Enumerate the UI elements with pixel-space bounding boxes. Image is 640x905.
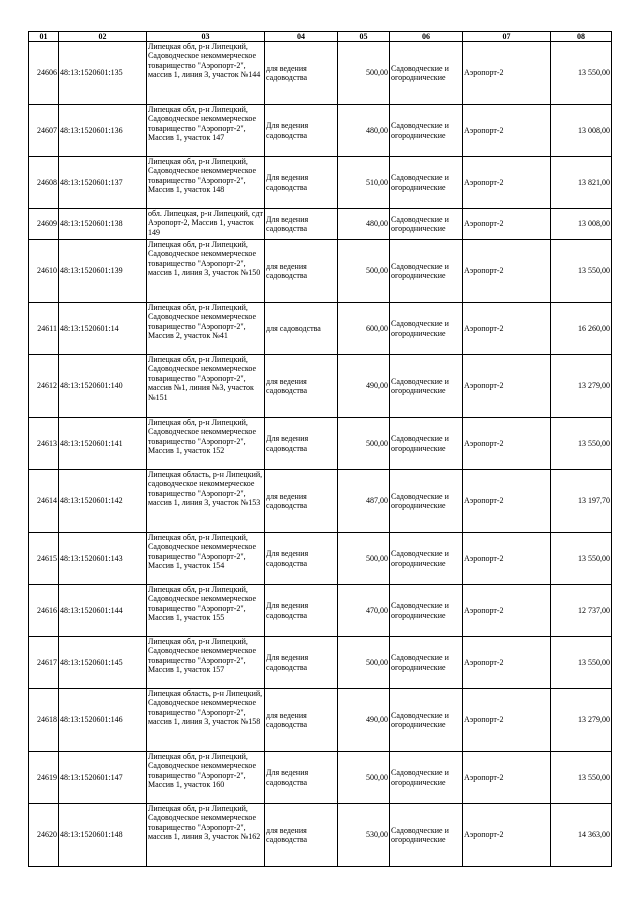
- address-cell: [147, 240, 265, 303]
- cadastral-value-cell: 14 363,00: [551, 804, 612, 867]
- zone-name-cell: Аэропорт-2: [463, 585, 551, 637]
- header-cell: 02: [59, 32, 147, 42]
- land-category-cell: Садоводческие и огороднические: [390, 804, 463, 867]
- cadastral-value-cell: 13 197,70: [551, 470, 612, 533]
- land-category-cell: Садоводческие и огороднические: [390, 240, 463, 303]
- cadastral-number-cell: 48:13:1520601:136: [59, 105, 147, 157]
- cadastral-number-cell: 48:13:1520601:146: [59, 689, 147, 752]
- header-row: [29, 32, 612, 42]
- zone-name-cell: Аэропорт-2: [463, 689, 551, 752]
- cadastral-value-cell: 13 279,00: [551, 689, 612, 752]
- cadastral-number-cell: 48:13:1520601:140: [59, 355, 147, 418]
- row-number-cell: 24620: [29, 804, 59, 867]
- area-cell: 490,00: [338, 355, 390, 418]
- land-category-cell: Садоводческие и огороднические: [390, 637, 463, 689]
- address-text: Липецкая обл, р-н Липецкий, Садоводческое некоммерческое товарищество "Аэропорт-2", Массив 1, участок 157: [148, 637, 257, 675]
- row-number-cell: 24610: [29, 240, 59, 303]
- address-text: Липецкая обл, р-н Липецкий, Садоводческое некоммерческое товарищество "Аэропорт-2", Массив 1, участок 155: [148, 585, 257, 623]
- land-category-cell: Садоводческие и огороднические: [390, 470, 463, 533]
- permitted-use-cell: Для ведения садоводства: [265, 157, 338, 209]
- address-text: обл. Липецкая, р-н Липецкий, сдт Аэропорт-2, Массив 1, участок 149: [148, 209, 263, 237]
- row-number-cell: 24617: [29, 637, 59, 689]
- cadastral-number-cell: 48:13:1520601:145: [59, 637, 147, 689]
- address-cell: [147, 637, 265, 689]
- permitted-use-cell: Для ведения садоводства: [265, 585, 338, 637]
- row-number-cell: 24612: [29, 355, 59, 418]
- row-number-cell: 24614: [29, 470, 59, 533]
- permitted-use-cell: для ведения садоводства: [265, 240, 338, 303]
- row-number-cell: 24608: [29, 157, 59, 209]
- header-cell: 07: [463, 32, 551, 42]
- address-cell: [147, 303, 265, 355]
- permitted-use-cell: Для ведения садоводства: [265, 752, 338, 804]
- cadastral-value-cell: 12 737,00: [551, 585, 612, 637]
- permitted-use-cell: для садоводства: [265, 303, 338, 355]
- address-cell: [147, 355, 265, 418]
- zone-name-cell: Аэропорт-2: [463, 533, 551, 585]
- permitted-use-cell: Для ведения садоводства: [265, 418, 338, 470]
- cadastral-number-cell: 48:13:1520601:144: [59, 585, 147, 637]
- cadastral-number-cell: 48:13:1520601:147: [59, 752, 147, 804]
- permitted-use-cell: Для ведения садоводства: [265, 533, 338, 585]
- address-text: Липецкая обл, р-н Липецкий, Садоводческое некоммерческое товарищество "Аэропорт-2", Массив 2, участок №41: [148, 303, 257, 341]
- permitted-use-cell: Для ведения садоводства: [265, 105, 338, 157]
- area-cell: 600,00: [338, 303, 390, 355]
- header-cell: 03: [147, 32, 265, 42]
- permitted-use-cell: для ведения садоводства: [265, 470, 338, 533]
- table-row: [29, 157, 612, 209]
- cadastral-value-cell: 13 008,00: [551, 105, 612, 157]
- address-text: Липецкая обл, р-н Липецкий, Садоводческое некоммерческое товарищество "Аэропорт-2", Массив 1, участок 148: [148, 157, 257, 195]
- land-category-cell: Садоводческие и огороднические: [390, 533, 463, 585]
- land-category-cell: Садоводческие и огороднические: [390, 157, 463, 209]
- address-cell: [147, 804, 265, 867]
- cadastral-value-cell: 13 550,00: [551, 533, 612, 585]
- cadastral-value-cell: 13 821,00: [551, 157, 612, 209]
- area-cell: 500,00: [338, 42, 390, 105]
- land-category-cell: Садоводческие и огороднические: [390, 752, 463, 804]
- zone-name-cell: Аэропорт-2: [463, 303, 551, 355]
- permitted-use-cell: для ведения садоводства: [265, 804, 338, 867]
- land-category-cell: Садоводческие и огороднические: [390, 42, 463, 105]
- area-cell: 500,00: [338, 752, 390, 804]
- cadastral-value-cell: 13 550,00: [551, 418, 612, 470]
- zone-name-cell: Аэропорт-2: [463, 752, 551, 804]
- cadastral-number-cell: 48:13:1520601:139: [59, 240, 147, 303]
- address-text: Липецкая обл, р-н Липецкий, Садоводческое некоммерческое товарищество "Аэропорт-2", массив 1, линия 3, участок №144: [148, 42, 261, 80]
- cadastral-number-cell: 48:13:1520601:138: [59, 209, 147, 240]
- area-cell: 500,00: [338, 418, 390, 470]
- address-cell: [147, 585, 265, 637]
- table-row: [29, 105, 612, 157]
- header-cell: 08: [551, 32, 612, 42]
- land-category-cell: Садоводческие и огороднические: [390, 418, 463, 470]
- header-cell: 01: [29, 32, 59, 42]
- address-text: Липецкая обл, р-н Липецкий, Садоводческое некоммерческое товарищество "Аэропорт-2", Массив 1, участок 152: [148, 418, 257, 456]
- address-cell: [147, 752, 265, 804]
- table-row: [29, 355, 612, 418]
- zone-name-cell: Аэропорт-2: [463, 209, 551, 240]
- zone-name-cell: Аэропорт-2: [463, 105, 551, 157]
- row-number-cell: 24606: [29, 42, 59, 105]
- cadastral-number-cell: 48:13:1520601:137: [59, 157, 147, 209]
- area-cell: 530,00: [338, 804, 390, 867]
- cadastral-number-cell: 48:13:1520601:135: [59, 42, 147, 105]
- table-row: [29, 533, 612, 585]
- zone-name-cell: Аэропорт-2: [463, 804, 551, 867]
- address-text: Липецкая обл, р-н Липецкий, Садоводческое некоммерческое товарищество "Аэропорт-2", массив 1, линия 3, участок №150: [148, 240, 261, 278]
- area-cell: 500,00: [338, 240, 390, 303]
- zone-name-cell: Аэропорт-2: [463, 418, 551, 470]
- cadastral-value-cell: 13 550,00: [551, 637, 612, 689]
- cadastral-number-cell: 48:13:1520601:141: [59, 418, 147, 470]
- address-text: Липецкая обл, р-н Липецкий, Садоводческое некоммерческое товарищество "Аэропорт-2", Массив 1, участок 147: [148, 105, 257, 143]
- land-category-cell: Садоводческие и огороднические: [390, 303, 463, 355]
- address-cell: [147, 157, 265, 209]
- row-number-cell: 24616: [29, 585, 59, 637]
- permitted-use-cell: для ведения садоводства: [265, 689, 338, 752]
- area-cell: 470,00: [338, 585, 390, 637]
- table-row: [29, 637, 612, 689]
- header-cell: 05: [338, 32, 390, 42]
- area-cell: 480,00: [338, 209, 390, 240]
- table-row: [29, 804, 612, 867]
- row-number-cell: 24619: [29, 752, 59, 804]
- table-row: [29, 418, 612, 470]
- area-cell: 480,00: [338, 105, 390, 157]
- address-cell: [147, 470, 265, 533]
- row-number-cell: 24609: [29, 209, 59, 240]
- cadastral-table: [28, 31, 612, 867]
- address-cell: [147, 689, 265, 752]
- cadastral-value-cell: 13 550,00: [551, 42, 612, 105]
- land-category-cell: Садоводческие и огороднические: [390, 585, 463, 637]
- land-category-cell: Садоводческие и огороднические: [390, 689, 463, 752]
- cadastral-value-cell: 13 550,00: [551, 752, 612, 804]
- cadastral-number-cell: 48:13:1520601:148: [59, 804, 147, 867]
- row-number-cell: 24618: [29, 689, 59, 752]
- header-cell: 04: [265, 32, 338, 42]
- zone-name-cell: Аэропорт-2: [463, 240, 551, 303]
- address-text: Липецкая обл, р-н Липецкий, Садоводческое некоммерческое товарищество "Аэропорт-2", Массив 1, участок 160: [148, 752, 257, 790]
- zone-name-cell: Аэропорт-2: [463, 157, 551, 209]
- zone-name-cell: Аэропорт-2: [463, 355, 551, 418]
- address-text: Липецкая обл, р-н Липецкий, Садоводческое некоммерческое товарищество "Аэропорт-2", Массив 1, участок 154: [148, 533, 257, 571]
- address-cell: [147, 418, 265, 470]
- table-row: [29, 689, 612, 752]
- address-cell: [147, 209, 265, 240]
- land-category-cell: Садоводческие и огороднические: [390, 209, 463, 240]
- row-number-cell: 24613: [29, 418, 59, 470]
- permitted-use-cell: Для ведения садоводства: [265, 637, 338, 689]
- address-text: Липецкая обл, р-н Липецкий, Садоводческое некоммерческое товарищество "Аэропорт-2", массив №1, линия №3, участок №151: [148, 355, 257, 402]
- header-cell: 06: [390, 32, 463, 42]
- table-row: [29, 42, 612, 105]
- permitted-use-cell: Для ведения садоводства: [265, 209, 338, 240]
- zone-name-cell: Аэропорт-2: [463, 470, 551, 533]
- area-cell: 487,00: [338, 470, 390, 533]
- table-row: [29, 209, 612, 240]
- area-cell: 500,00: [338, 637, 390, 689]
- cadastral-value-cell: 13 008,00: [551, 209, 612, 240]
- row-number-cell: 24607: [29, 105, 59, 157]
- table-row: [29, 303, 612, 355]
- address-cell: [147, 42, 265, 105]
- cadastral-number-cell: 48:13:1520601:14: [59, 303, 147, 355]
- address-cell: [147, 105, 265, 157]
- row-number-cell: 24611: [29, 303, 59, 355]
- permitted-use-cell: для ведения садоводства: [265, 42, 338, 105]
- cadastral-value-cell: 16 260,00: [551, 303, 612, 355]
- cadastral-value-cell: 13 279,00: [551, 355, 612, 418]
- land-category-cell: Садоводческие и огороднические: [390, 105, 463, 157]
- address-text: Липецкая область, р-н Липецкий, садоводческое некоммерческое товарищество "Аэропорт-2", массив 1, линия 3, участок №153: [148, 470, 263, 508]
- address-text: Липецкая обл, р-н Липецкий, Садоводческое некоммерческое товарищество "Аэропорт-2", массив 1, линия 3, участок №162: [148, 804, 261, 842]
- address-text: Липецкая область, р-н Липецкий, Садоводческое некоммерческое товарищество "Аэропорт-2", массив 1, линия 3, участок №158: [148, 689, 263, 727]
- cadastral-value-cell: 13 550,00: [551, 240, 612, 303]
- area-cell: 490,00: [338, 689, 390, 752]
- cadastral-number-cell: 48:13:1520601:143: [59, 533, 147, 585]
- land-category-cell: Садоводческие и огороднические: [390, 355, 463, 418]
- row-number-cell: 24615: [29, 533, 59, 585]
- permitted-use-cell: для ведения садоводства: [265, 355, 338, 418]
- table-row: [29, 752, 612, 804]
- area-cell: 500,00: [338, 533, 390, 585]
- table-row: [29, 470, 612, 533]
- address-cell: [147, 533, 265, 585]
- zone-name-cell: Аэропорт-2: [463, 42, 551, 105]
- zone-name-cell: Аэропорт-2: [463, 637, 551, 689]
- table-row: [29, 585, 612, 637]
- table-row: [29, 240, 612, 303]
- area-cell: 510,00: [338, 157, 390, 209]
- cadastral-number-cell: 48:13:1520601:142: [59, 470, 147, 533]
